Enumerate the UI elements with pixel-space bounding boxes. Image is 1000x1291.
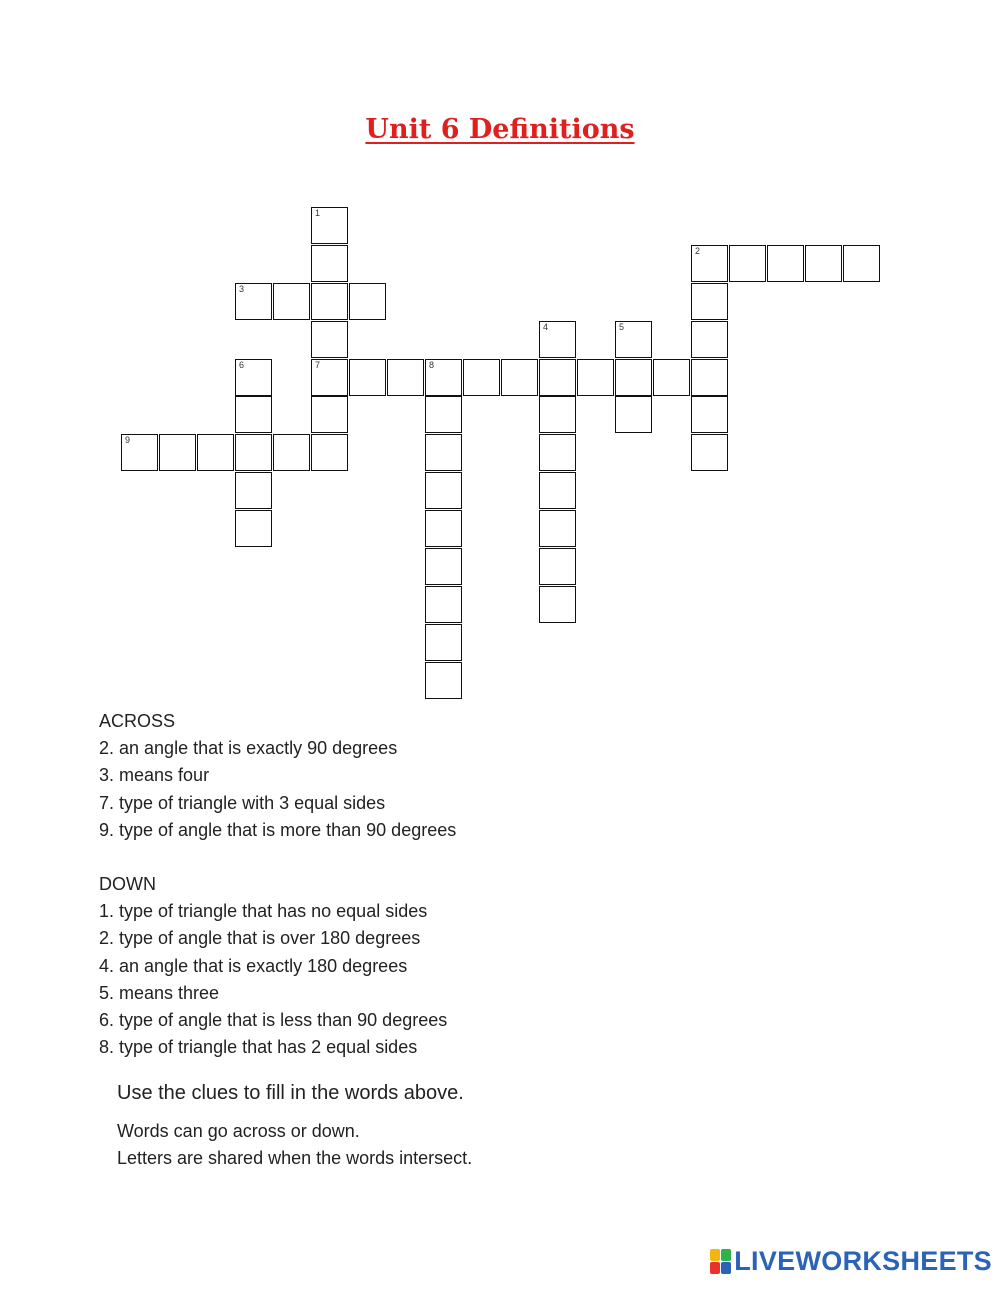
crossword-letter-input[interactable] (274, 435, 309, 470)
crossword-cell[interactable] (311, 245, 348, 282)
crossword-letter-input[interactable] (426, 625, 461, 660)
crossword-letter-input[interactable] (616, 360, 651, 395)
clue-number: 2 (695, 246, 701, 256)
crossword-letter-input[interactable] (236, 435, 271, 470)
crossword-cell[interactable] (729, 245, 766, 282)
crossword-letter-input[interactable] (312, 284, 347, 319)
crossword-letter-input[interactable] (350, 284, 385, 319)
down-clue: 1. type of triangle that has no equal sides (99, 901, 428, 922)
crossword-letter-input[interactable] (540, 549, 575, 584)
crossword-cell[interactable] (235, 510, 272, 547)
crossword-cell[interactable] (273, 434, 310, 471)
crossword-cell[interactable] (615, 321, 652, 358)
crossword-letter-input[interactable] (426, 587, 461, 622)
crossword-letter-input[interactable] (236, 397, 271, 432)
crossword-cell[interactable] (539, 434, 576, 471)
crossword-cell[interactable] (539, 510, 576, 547)
crossword-cell[interactable] (311, 207, 348, 244)
crossword-letter-input[interactable] (540, 473, 575, 508)
down-clue: 5. means three (99, 982, 220, 1003)
crossword-cell[interactable] (615, 396, 652, 433)
crossword-cell[interactable] (425, 586, 462, 623)
crossword-cell[interactable] (349, 283, 386, 320)
crossword-letter-input[interactable] (616, 397, 651, 432)
crossword-letter-input[interactable] (122, 435, 157, 470)
crossword-cell[interactable] (311, 321, 348, 358)
clues-section (99, 708, 456, 1061)
crossword-cell[interactable] (539, 548, 576, 585)
crossword-cell[interactable] (235, 359, 272, 396)
crossword-cell[interactable] (273, 283, 310, 320)
crossword-cell[interactable] (311, 396, 348, 433)
crossword-cell[interactable] (425, 434, 462, 471)
crossword-letter-input[interactable] (540, 511, 575, 546)
crossword-letter-input[interactable] (236, 284, 271, 319)
crossword-cell[interactable] (767, 245, 804, 282)
crossword-cell[interactable] (805, 245, 842, 282)
crossword-cell[interactable] (615, 359, 652, 396)
crossword-cell[interactable] (235, 283, 272, 320)
down-clue: 8. type of triangle that has 2 equal sides (99, 1037, 418, 1058)
crossword-cell[interactable] (463, 359, 500, 396)
crossword-cell[interactable] (577, 359, 614, 396)
crossword-letter-input[interactable] (426, 360, 461, 395)
clue-number: 6 (239, 360, 245, 370)
down-clue: 2. type of angle that is over 180 degrees (99, 928, 421, 949)
crossword-letter-input[interactable] (692, 397, 727, 432)
crossword-letter-input[interactable] (426, 473, 461, 508)
crossword-cell[interactable] (539, 321, 576, 358)
crossword-cell[interactable] (691, 245, 728, 282)
crossword-cell[interactable] (653, 359, 690, 396)
crossword-cell-edge (843, 245, 877, 282)
crossword-cell[interactable] (691, 283, 728, 320)
crossword-letter-input[interactable] (540, 322, 575, 357)
crossword-letter-input[interactable] (692, 284, 727, 319)
crossword-letter-input[interactable] (464, 360, 499, 395)
instructions-line: Letters are shared when the words intersect. (117, 1148, 473, 1168)
crossword-letter-input[interactable] (730, 246, 765, 281)
crossword-letter-input[interactable] (426, 397, 461, 432)
clue-number: 4 (543, 322, 549, 332)
crossword-cell[interactable] (691, 321, 728, 358)
crossword-letter-input[interactable] (426, 663, 461, 698)
down-heading: DOWN (99, 874, 156, 895)
logo-blocks-icon (710, 1249, 731, 1274)
crossword-letter-input[interactable] (540, 587, 575, 622)
crossword-cell[interactable] (539, 359, 576, 396)
crossword-letter-input[interactable] (540, 435, 575, 470)
across-clue: 7. type of triangle with 3 equal sides (99, 792, 386, 813)
crossword-cell[interactable] (425, 359, 462, 396)
crossword-letter-input[interactable] (312, 246, 347, 281)
clue-number: 1 (315, 208, 321, 218)
crossword-cell[interactable] (197, 434, 234, 471)
across-clue: 2. an angle that is exactly 90 degrees (99, 738, 398, 759)
down-clue: 4. an angle that is exactly 180 degrees (99, 955, 408, 976)
crossword-cell[interactable] (387, 359, 424, 396)
crossword-letter-input[interactable] (312, 397, 347, 432)
crossword-cell[interactable] (539, 396, 576, 433)
clue-number: 5 (619, 322, 625, 332)
crossword-cell[interactable] (159, 434, 196, 471)
page-title: Unit 6 Definitions (365, 114, 635, 145)
across-clue: 9. type of angle that is more than 90 degrees (99, 819, 457, 840)
crossword-cell[interactable] (539, 472, 576, 509)
crossword-letter-input[interactable] (274, 284, 309, 319)
crossword-letter-input[interactable] (540, 360, 575, 395)
crossword-letter-input[interactable] (312, 435, 347, 470)
crossword-cell[interactable] (691, 396, 728, 433)
crossword-letter-input[interactable] (236, 511, 271, 546)
crossword-letter-input[interactable] (312, 208, 347, 243)
crossword-letter-input[interactable] (388, 360, 423, 395)
crossword-letter-input[interactable] (806, 246, 841, 281)
crossword-cell[interactable] (235, 434, 272, 471)
crossword-cell[interactable] (311, 434, 348, 471)
crossword-cell[interactable] (691, 359, 728, 396)
crossword-cell[interactable] (235, 396, 272, 433)
crossword-cell[interactable] (425, 396, 462, 433)
crossword-cell[interactable] (425, 548, 462, 585)
crossword-letter-input[interactable] (236, 473, 271, 508)
down-clue: 6. type of angle that is less than 90 degrees (99, 1010, 448, 1031)
across-heading: ACROSS (99, 711, 176, 731)
crossword-letter-input[interactable] (426, 549, 461, 584)
clue-number: 8 (429, 360, 435, 370)
crossword-cell[interactable] (425, 624, 462, 661)
crossword-letter-input[interactable] (578, 360, 613, 395)
crossword-cell[interactable] (349, 359, 386, 396)
instructions-line: Words can go across or down. (117, 1121, 360, 1141)
crossword-letter-input[interactable] (540, 397, 575, 432)
clue-number: 3 (239, 284, 245, 294)
crossword-cell[interactable] (311, 283, 348, 320)
crossword-letter-input[interactable] (692, 322, 727, 357)
crossword-letter-input[interactable] (768, 246, 803, 281)
crossword-cell[interactable] (539, 586, 576, 623)
crossword-letter-input[interactable] (198, 435, 233, 470)
crossword-letter-input[interactable] (236, 360, 271, 395)
crossword-letter-input[interactable] (502, 360, 537, 395)
crossword-cell[interactable] (425, 472, 462, 509)
crossword-cell[interactable] (121, 434, 158, 471)
clue-number: 7 (315, 360, 321, 370)
crossword-letter-input[interactable] (426, 511, 461, 546)
crossword-letter-input[interactable] (692, 360, 727, 395)
instructions-main: Use the clues to fill in the words above. (117, 1082, 464, 1104)
crossword-letter-input[interactable] (160, 435, 195, 470)
crossword-letter-input[interactable] (654, 360, 689, 395)
crossword-letter-input[interactable] (692, 435, 727, 470)
crossword-letter-input[interactable] (692, 246, 727, 281)
across-clue: 3. means four (99, 765, 210, 786)
crossword-cell[interactable] (501, 359, 538, 396)
crossword-letter-input[interactable] (426, 435, 461, 470)
crossword-letter-input[interactable] (350, 360, 385, 395)
crossword-letter-input[interactable] (312, 360, 347, 395)
brand-name: LIVEWORKSHEETS (734, 1246, 992, 1276)
crossword-cell[interactable] (425, 510, 462, 547)
liveworksheets-logo (710, 1246, 992, 1277)
crossword-cell[interactable] (691, 434, 728, 471)
instructions (117, 1082, 472, 1172)
clue-number: 9 (125, 435, 131, 445)
crossword-cell[interactable] (311, 359, 348, 396)
crossword-cell[interactable] (235, 472, 272, 509)
crossword-letter-input[interactable] (616, 322, 651, 357)
crossword-cell[interactable] (425, 662, 462, 699)
crossword-letter-input[interactable] (312, 322, 347, 357)
